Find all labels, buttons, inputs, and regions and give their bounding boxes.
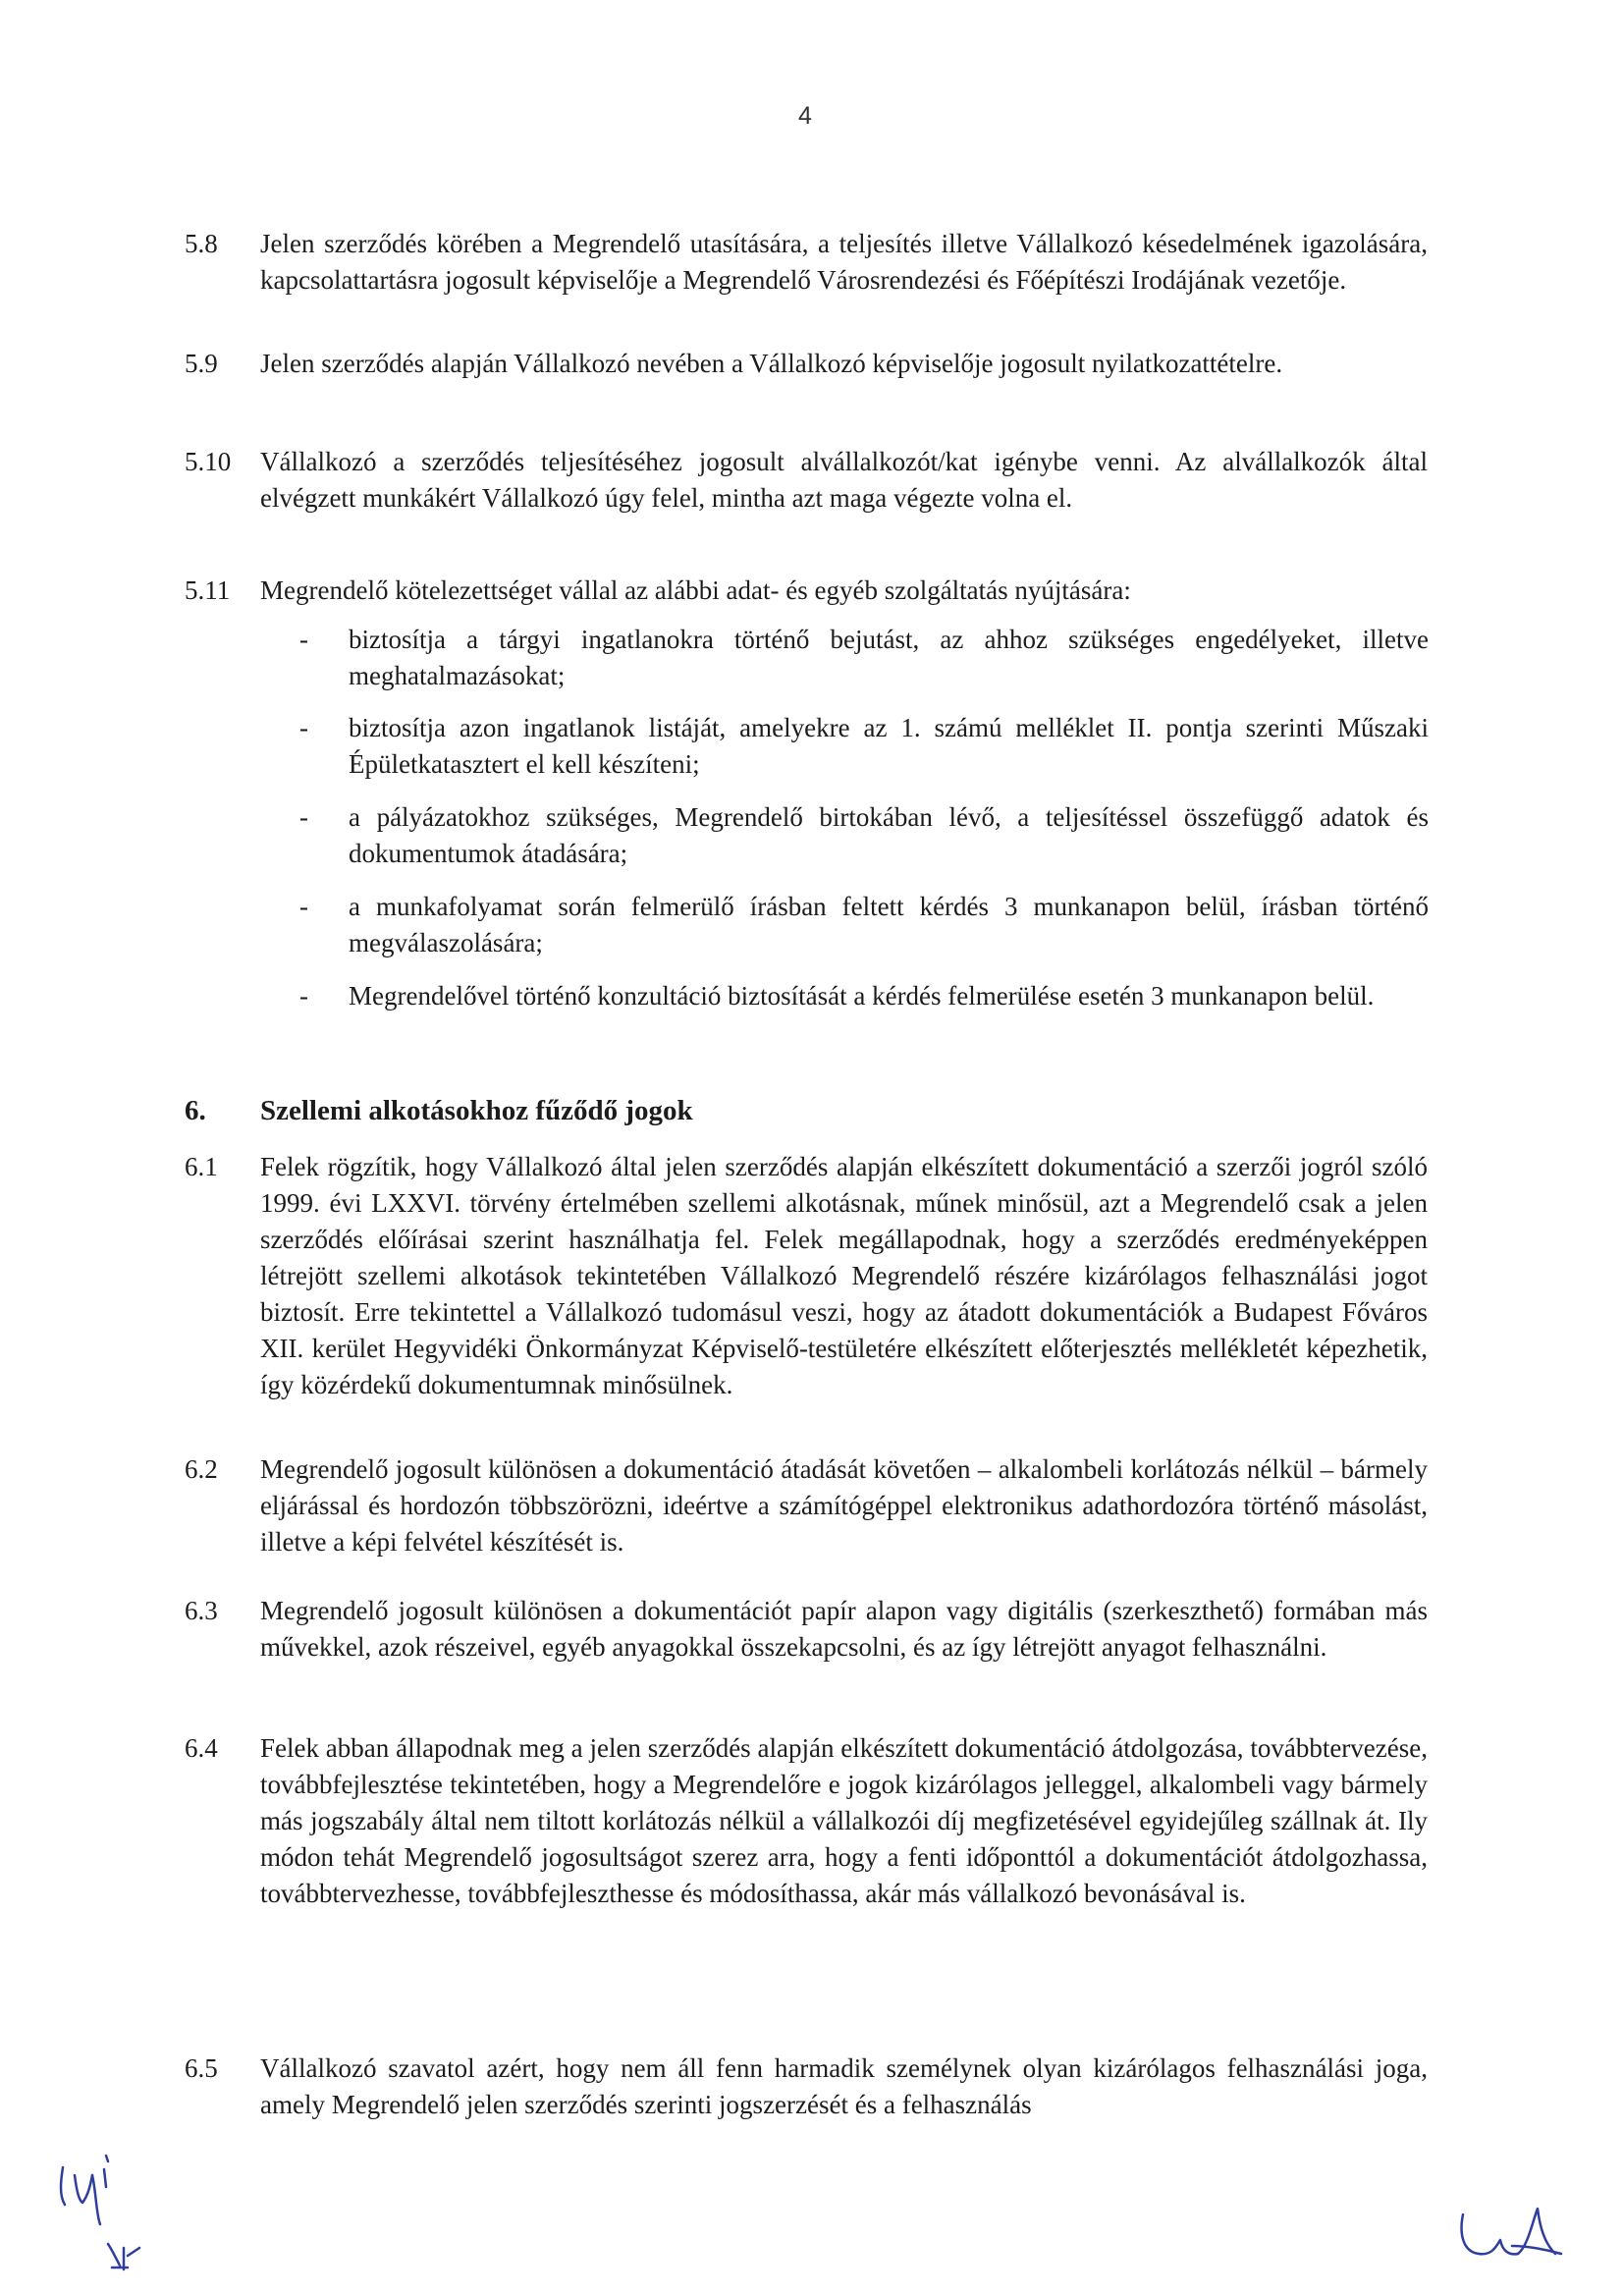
bullet-dash: - xyxy=(299,713,308,742)
bullet-dash: - xyxy=(299,981,308,1011)
clause-number: 6.4 xyxy=(185,1733,218,1763)
section-title: Szellemi alkotásokhoz fűződő jogok xyxy=(260,1095,693,1126)
clause-number: 6.1 xyxy=(185,1152,218,1181)
clause-number: 5.11 xyxy=(185,575,231,605)
section-number: 6. xyxy=(185,1095,206,1126)
list-item-text: biztosítja azon ingatlanok listáját, amelyekre az 1. számú melléklet II. pontja szerinti Műszaki Épületkatasztert el kell készíteni; xyxy=(349,713,1429,779)
list-item-text: a munkafolyamat során felmerülő írásban feltett kérdés 3 munkanapon belül, írásban történő megválaszolására; xyxy=(349,892,1429,957)
list-item-text: a pályázatokhoz szükséges, Megrendelő birtokában lévő, a teljesítéssel összefüggő adatok és dokumentumok átadására; xyxy=(349,802,1429,868)
initials-signature-left xyxy=(49,2146,157,2283)
clause-text: Vállalkozó a szerződés teljesítéséhez jogosult alvállalkozót/kat igénybe venni. Az alvállalkozók által elvégzett munkákért Vállalkozó úgy felel, mintha azt maga végezte volna el. xyxy=(260,447,1428,513)
clause-text: Felek rögzítik, hogy Vállalkozó által jelen szerződés alapján elkészített dokumentáció a szerzői jogról szóló 1999. évi LXXVI. törvény értelmében szellemi alkotásnak, műnek minősül, azt a Megrendelő csak a jelen szerződés előírásai szerint használhatja fel. Felek megállapodnak, hogy a szerződés eredményeképpen létrejött szellemi alkotások tekintetében Vállalkozó Megrendelő részére kizárólagos felhasználási jogot biztosít. Erre tekintettel a Vállalkozó tudomásul veszi, hogy az átadott dokumentációk a Budapest Főváros XII. kerület Hegyvidéki Önkormányzat Képviselő-testületére elkészített előterjesztés mellékletét képezhetik, így közérdekű dokumentumnak minősülnek. xyxy=(260,1152,1428,1399)
bullet-dash: - xyxy=(299,892,308,921)
clause-text: Megrendelő jogosult különösen a dokumentáció átadását követően – alkalombeli korlátozás nélkül – bármely eljárással és hordozón többszörözni, ideértve a számítógéppel elektronikus adathordozóra történő másolást, illetve a képi felvétel készítését is. xyxy=(260,1454,1428,1557)
clause-text: Jelen szerződés alapján Vállalkozó nevében a Vállalkozó képviselője jogosult nyilatkozattételre. xyxy=(260,349,1283,378)
list-item-text: biztosítja a tárgyi ingatlanokra történő bejutást, az ahhoz szükséges engedélyeket, illetve meghatalmazásokat; xyxy=(349,625,1429,690)
clause-number: 5.10 xyxy=(185,447,232,476)
clause-text: Felek abban állapodnak meg a jelen szerződés alapján elkészített dokumentáció átdolgozása, továbbtervezése, továbbfejlesztése tekintetében, hogy a Megrendelőre e jogok kizárólagos jelleggel, alkalombeli vagy bármely más jogszabály által nem tiltott korlátozás nélkül a vállalkozói díj megfizetésével egyidejűleg szállnak át. Ily módon tehát Megrendelő jogosultságot szerez arra, hogy a fenti időponttól a dokumentációt átdolgozhassa, továbbtervezhesse, továbbfejleszthesse és módosíthassa, akár más vállalkozó bevonásával is. xyxy=(260,1733,1428,1908)
clause-text: Jelen szerződés körében a Megrendelő utasítására, a teljesítés illetve Vállalkozó késedelmének igazolására, kapcsolattartásra jogosult képviselője a Megrendelő Városrendezési és Főépítészi Irodájának vezetője. xyxy=(260,229,1428,295)
clause-text: Megrendelő kötelezettséget vállal az alábbi adat- és egyéb szolgáltatás nyújtására: xyxy=(260,575,1131,605)
clause-text: Vállalkozó szavatol azért, hogy nem áll fenn harmadik személynek olyan kizárólagos felhasználási joga, amely Megrendelő jelen szerződés szerinti jogszerzését és a felhasználás xyxy=(260,2053,1428,2119)
clause-number: 6.3 xyxy=(185,1596,218,1625)
bullet-dash: - xyxy=(299,802,308,832)
clause-number: 5.8 xyxy=(185,229,218,258)
clause-number: 6.2 xyxy=(185,1454,218,1484)
clause-text: Megrendelő jogosult különösen a dokumentációt papír alapon vagy digitális (szerkeszthető) formában más művekkel, azok részeivel, egyéb anyagokkal összekapcsolni, és az így létrejött anyagot felhasználni. xyxy=(260,1596,1428,1662)
list-item-text: Megrendelővel történő konzultáció biztosítását a kérdés felmerülése esetén 3 munkanapon belül. xyxy=(349,981,1375,1011)
clause-number: 5.9 xyxy=(185,349,218,378)
clause-number: 6.5 xyxy=(185,2053,218,2083)
page-number: 4 xyxy=(798,102,812,130)
bullet-dash: - xyxy=(299,625,308,654)
initials-signature-right xyxy=(1453,2195,1571,2273)
